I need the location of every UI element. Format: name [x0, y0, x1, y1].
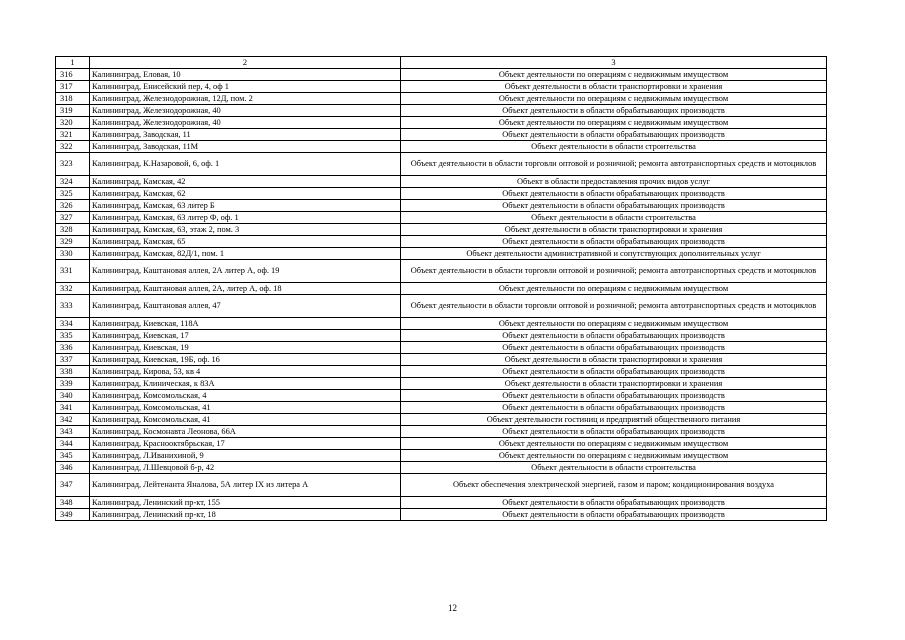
activity-cell: Объект деятельности административной и сопутствующих дополнительных услуг: [401, 248, 827, 260]
row-number-cell: 342: [56, 414, 90, 426]
address-cell: Калининград, Камская, 63 литер Б: [90, 200, 401, 212]
address-cell: Калининград, Л.Иванихиной, 9: [90, 450, 401, 462]
table-row: [56, 342, 827, 354]
table-row: [56, 153, 827, 176]
activity-cell: Объект деятельности в области обрабатывающих производств: [401, 390, 827, 402]
row-number-cell: 339: [56, 378, 90, 390]
activity-cell: Объект деятельности по операциям с недвижимым имуществом: [401, 438, 827, 450]
column-header-address: 2: [90, 57, 401, 69]
address-cell: Калининград, Железнодорожная, 40: [90, 105, 401, 117]
activity-cell: Объект деятельности в области строительства: [401, 212, 827, 224]
activity-cell: Объект деятельности в области обрабатывающих производств: [401, 342, 827, 354]
row-number-cell: 348: [56, 497, 90, 509]
row-number-cell: 328: [56, 224, 90, 236]
row-number-cell: 331: [56, 260, 90, 283]
row-number-cell: 341: [56, 402, 90, 414]
row-number-cell: 329: [56, 236, 90, 248]
table-row: [56, 248, 827, 260]
table-row: [56, 93, 827, 105]
table-row: [56, 295, 827, 318]
activity-cell: Объект деятельности в области обрабатывающих производств: [401, 509, 827, 521]
address-cell: Калининград, Железнодорожная, 40: [90, 117, 401, 129]
row-number-cell: 334: [56, 318, 90, 330]
table-row: [56, 141, 827, 153]
row-number-cell: 340: [56, 390, 90, 402]
row-number-cell: 326: [56, 200, 90, 212]
table-row: [56, 176, 827, 188]
table-row: [56, 474, 827, 497]
address-cell: Калининград, Камская, 82Д/1, пом. 1: [90, 248, 401, 260]
address-cell: Калининград, Камская, 62: [90, 188, 401, 200]
row-number-cell: 344: [56, 438, 90, 450]
activity-cell: Объект деятельности в области торговли оптовой и розничной; ремонта автотранспортных средств и мотоциклов: [401, 260, 827, 283]
activity-cell: Объект деятельности в области транспортировки и хранения: [401, 378, 827, 390]
objects-table: [55, 56, 827, 521]
activity-cell: Объект деятельности по операциям с недвижимым имуществом: [401, 283, 827, 295]
table-row: [56, 283, 827, 295]
address-cell: Калининград, Киевская, 118А: [90, 318, 401, 330]
table-row: [56, 330, 827, 342]
address-cell: Калининград, Лейтенанта Яналова, 5А литер IX из литера А: [90, 474, 401, 497]
table-row: [56, 188, 827, 200]
address-cell: Калининград, Камская, 63 литер Ф, оф. 1: [90, 212, 401, 224]
address-cell: Калининград, Камская, 65: [90, 236, 401, 248]
activity-cell: Объект деятельности в области торговли оптовой и розничной; ремонта автотранспортных средств и мотоциклов: [401, 153, 827, 176]
address-cell: Калининград, Каштановая аллея, 2А литер А, оф. 19: [90, 260, 401, 283]
row-number-cell: 318: [56, 93, 90, 105]
activity-cell: Объект деятельности по операциям с недвижимым имуществом: [401, 450, 827, 462]
address-cell: Калининград, Краснооктябрьская, 17: [90, 438, 401, 450]
address-cell: Калининград, Комсомольская, 41: [90, 402, 401, 414]
table-row: [56, 105, 827, 117]
activity-cell: Объект деятельности в области транспортировки и хранения: [401, 354, 827, 366]
activity-cell: Объект деятельности по операциям с недвижимым имуществом: [401, 318, 827, 330]
activity-cell: Объект деятельности в области строительства: [401, 462, 827, 474]
table-row: [56, 224, 827, 236]
row-number-cell: 345: [56, 450, 90, 462]
row-number-cell: 347: [56, 474, 90, 497]
table-row: [56, 378, 827, 390]
table-row: [56, 462, 827, 474]
address-cell: Калининград, Комсомольская, 4: [90, 390, 401, 402]
address-cell: Калининград, Киевская, 19Б, оф. 16: [90, 354, 401, 366]
row-number-cell: 337: [56, 354, 90, 366]
activity-cell: Объект деятельности в области обрабатывающих производств: [401, 366, 827, 378]
address-cell: Калининград, Каштановая аллея, 47: [90, 295, 401, 318]
table-row: [56, 497, 827, 509]
address-cell: Калининград, Кирова, 53, кв 4: [90, 366, 401, 378]
row-number-cell: 321: [56, 129, 90, 141]
address-cell: Калининград, Киевская, 17: [90, 330, 401, 342]
address-cell: Калининград, Космонавта Леонова, 66А: [90, 426, 401, 438]
table-row: [56, 450, 827, 462]
activity-cell: Объект обеспечения электрической энергией, газом и паром; кондиционирования воздуха: [401, 474, 827, 497]
row-number-cell: 319: [56, 105, 90, 117]
column-header-activity: 3: [401, 57, 827, 69]
table-row: [56, 81, 827, 93]
row-number-cell: 316: [56, 69, 90, 81]
address-cell: Калининград, Заводская, 11: [90, 129, 401, 141]
row-number-cell: 324: [56, 176, 90, 188]
row-number-cell: 330: [56, 248, 90, 260]
objects-table-body: [56, 57, 827, 521]
row-number-cell: 336: [56, 342, 90, 354]
address-cell: Калининград, Камская, 42: [90, 176, 401, 188]
row-number-cell: 317: [56, 81, 90, 93]
activity-cell: Объект деятельности в области транспортировки и хранения: [401, 224, 827, 236]
table-row: [56, 260, 827, 283]
activity-cell: Объект деятельности в области обрабатывающих производств: [401, 129, 827, 141]
address-cell: Калининград, Камская, 63, этаж 2, пом. 3: [90, 224, 401, 236]
row-number-cell: 332: [56, 283, 90, 295]
address-cell: Калининград, Каштановая аллея, 2А, литер А, оф. 18: [90, 283, 401, 295]
address-cell: Калининград, Клиническая, к 83А: [90, 378, 401, 390]
activity-cell: Объект деятельности в области обрабатывающих производств: [401, 497, 827, 509]
address-cell: Калининград, Железнодорожная, 12Д, пом. 2: [90, 93, 401, 105]
address-cell: Калининград, Киевская, 19: [90, 342, 401, 354]
table-row: [56, 366, 827, 378]
address-cell: Калининград, Еловая, 10: [90, 69, 401, 81]
address-cell: Калининград, Ленинский пр-кт, 155: [90, 497, 401, 509]
table-row: [56, 426, 827, 438]
table-row: [56, 129, 827, 141]
activity-cell: Объект деятельности по операциям с недвижимым имуществом: [401, 93, 827, 105]
table-row: [56, 69, 827, 81]
row-number-cell: 320: [56, 117, 90, 129]
row-number-cell: 322: [56, 141, 90, 153]
address-cell: Калининград, Л.Шевцовой б-р, 42: [90, 462, 401, 474]
column-header-number: 1: [56, 57, 90, 69]
table-row: [56, 402, 827, 414]
activity-cell: Объект в области предоставления прочих видов услуг: [401, 176, 827, 188]
address-cell: Калининград, Заводская, 11М: [90, 141, 401, 153]
row-number-cell: 343: [56, 426, 90, 438]
row-number-cell: 338: [56, 366, 90, 378]
table-row: [56, 438, 827, 450]
row-number-cell: 327: [56, 212, 90, 224]
activity-cell: Объект деятельности в области обрабатывающих производств: [401, 426, 827, 438]
table-row: [56, 212, 827, 224]
activity-cell: Объект деятельности по операциям с недвижимым имуществом: [401, 69, 827, 81]
activity-cell: Объект деятельности в области строительства: [401, 141, 827, 153]
row-number-cell: 349: [56, 509, 90, 521]
table-header-row: [56, 57, 827, 69]
activity-cell: Объект деятельности в области обрабатывающих производств: [401, 330, 827, 342]
table-row: [56, 354, 827, 366]
table-row: [56, 509, 827, 521]
address-cell: Калининград, Енисейский пер, 4, оф 1: [90, 81, 401, 93]
table-row: [56, 318, 827, 330]
address-cell: Калининград, К.Назаровой, 6, оф. 1: [90, 153, 401, 176]
activity-cell: Объект деятельности по операциям с недвижимым имуществом: [401, 117, 827, 129]
activity-cell: Объект деятельности в области обрабатывающих производств: [401, 402, 827, 414]
activity-cell: Объект деятельности в области обрабатывающих производств: [401, 200, 827, 212]
row-number-cell: 323: [56, 153, 90, 176]
page-number: 12: [448, 603, 457, 613]
activity-cell: Объект деятельности гостиниц и предприятий общественного питания: [401, 414, 827, 426]
table-row: [56, 200, 827, 212]
row-number-cell: 335: [56, 330, 90, 342]
activity-cell: Объект деятельности в области обрабатывающих производств: [401, 236, 827, 248]
table-row: [56, 117, 827, 129]
row-number-cell: 346: [56, 462, 90, 474]
row-number-cell: 325: [56, 188, 90, 200]
activity-cell: Объект деятельности в области торговли оптовой и розничной; ремонта автотранспортных средств и мотоциклов: [401, 295, 827, 318]
table-row: [56, 390, 827, 402]
address-cell: Калининград, Комсомольская, 41: [90, 414, 401, 426]
activity-cell: Объект деятельности в области обрабатывающих производств: [401, 188, 827, 200]
address-cell: Калининград, Ленинский пр-кт, 18: [90, 509, 401, 521]
table-row: [56, 236, 827, 248]
row-number-cell: 333: [56, 295, 90, 318]
activity-cell: Объект деятельности в области транспортировки и хранения: [401, 81, 827, 93]
table-row: [56, 414, 827, 426]
activity-cell: Объект деятельности в области обрабатывающих производств: [401, 105, 827, 117]
